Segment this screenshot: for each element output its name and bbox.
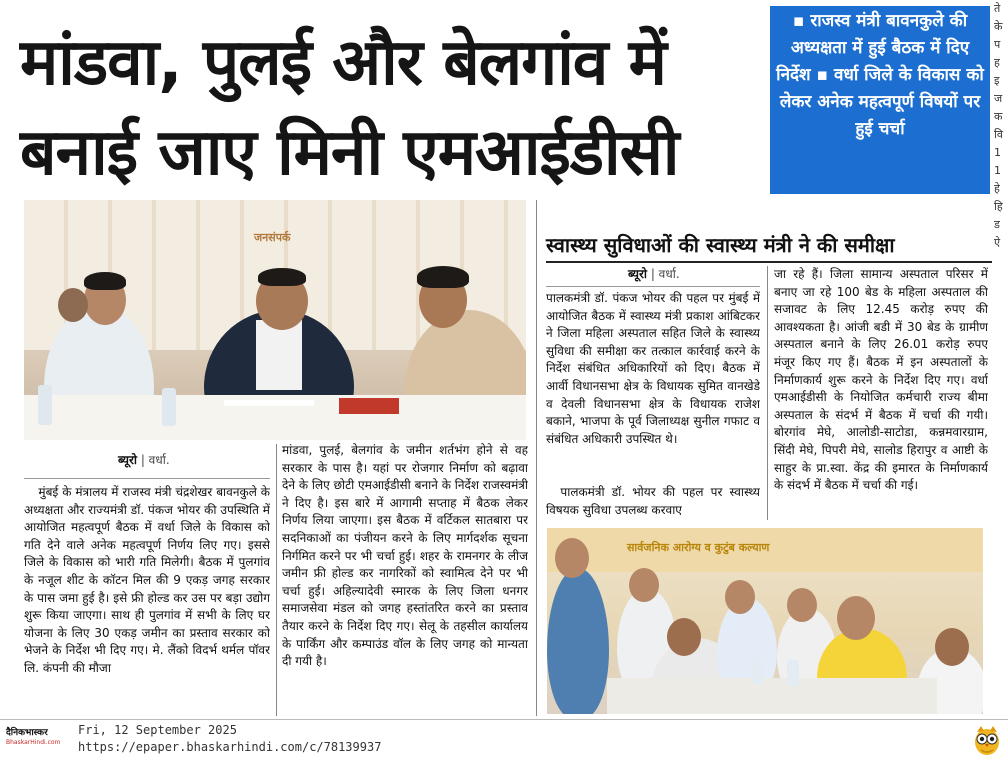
story1-paragraph-1: मुंबई के मंत्रालय में राजस्व मंत्री चंद्रशेखर बावनकुले के अध्यक्षता और राज्यमंत्री डॉ. पंकज भोयर की उपस्थिति में आयोजित महत्वपूर्ण बैठक में वर्धा जिले के विकास को गति देने वाले अनेक महत्वपूर्ण निर्णय लिए गए। इससे जिले के विकास को भारी गति मिलेगी। बैठक में पुलगांव के नजूल शीट के कॉटन मिल की 9 एकड़ जगह सरकार के पास जमा हुई है। इसे फ्री होल्ड कर उस पर बड़ा उद्योग शुरू किया जाएगा। साथ ही पुलगांव में सभी के लिए घर योजना के लिए 30 एकड़ जमीन का प्रस्ताव सरकार को भेजने के निर्देश भी दिए गए। मे. लैंको विदर्भ थर्मल पॉवर लि. कंपनी की मौजा (24, 485, 270, 675)
person-center-hair (258, 268, 306, 286)
person-5-head (787, 588, 817, 622)
headline-line-2: बनाई जाए मिनी एमआईडीसी (20, 116, 679, 190)
story2-byline: ब्यूरो | वर्धा. (628, 267, 680, 281)
banner-text: सार्वजनिक आरोग्य व कुटुंब कल्याण (627, 541, 770, 554)
story2-paragraph-1b: पालकमंत्री डॉ. भोयर की पहल पर स्वास्थ्य विषयक सुविधा उपलब्ध करवाए (546, 485, 760, 517)
meeting-photo-2 (547, 528, 983, 714)
person-back-head (58, 288, 88, 322)
story1-column-1 (24, 484, 270, 716)
story1-column-2 (282, 442, 528, 716)
headline (20, 18, 760, 198)
meeting-photo-1 (24, 200, 526, 440)
adjacent-column-edge (994, 0, 1008, 720)
story1-byline: ब्यूरो | वर्धा. (118, 453, 170, 467)
footer-url[interactable]: https://epaper.bhaskarhindi.com/c/78139937 (78, 740, 382, 754)
story2-column-1b (546, 484, 760, 524)
divider-2 (546, 286, 760, 287)
water-bottle-4 (787, 660, 799, 686)
story2-heading: स्वास्थ्य सुविधाओं की स्वास्थ्य मंत्री ने की समीक्षा (546, 233, 895, 257)
story2-column-2 (774, 266, 988, 522)
wall-sign: जनसंपर्क (254, 231, 291, 244)
byline-place: वर्धा. (148, 453, 170, 467)
person-4-head (725, 580, 755, 614)
footer-date: Fri, 12 September 2025 (78, 723, 237, 737)
logo-name: दैनिकभास्कर (6, 728, 48, 738)
owl-mascot-icon[interactable] (972, 724, 1002, 756)
water-bottle (38, 385, 52, 425)
bhaskar-logo[interactable] (6, 728, 62, 748)
highlight-box-text: ▪ राजस्व मंत्री बावनकुले की अध्यक्षता में हुई बैठक में दिए निर्देश ▪ वर्धा जिले के विकास को लेकर अनेक महत्वपूर्ण विषयों पर हुई चर्चा (776, 11, 984, 139)
story2-paragraph-2: जा रहे हैं। जिला सामान्य अस्पताल परिसर में बनाए जा रहे 100 बेड के महिला अस्पताल की सजावट के लिए 12.45 करोड़ रुपए की आवश्यकता है। आंजी बडी में 30 बेड के ग्रामीण अस्पताल बनाने के लिए 26.01 करोड़ रुपए मंजूर किए गए हैं। बैठक में इन अस्पतालों के निर्माणकार्य शुरू करने के निर्देश दिए गए। वर्धा एमआईडीसी के नियोजित कर्मचारी राज्य बीमा अस्पताल के संदर्भ में बैठक में चर्चा की गयी। बोरगांव मेघे, आलोडी-साटोडा, कन्नमवारग्राम, सिंदी मेघे, पिपरी मेघे, सालोड हिरापुर व आष्टी के साहुर के प्रा.स्वा. केंद्र की इमारत के निर्माणकार्य के संदर्भ में बैठक में चर्चा की गई। (774, 267, 988, 493)
highlight-box (770, 6, 990, 194)
person-left-hair (84, 272, 126, 290)
section-divider (536, 200, 537, 716)
byline-name-2: ब्यूरो (628, 267, 647, 281)
story1-paragraph-2: मांडवा, पुलई, बेलगांव के जमीन शर्तभंग होने से वह सरकार के पास है। यहां पर रोजगार निर्माण को बढ़ावा देने के लिए छोटी एमआईडीसी बनाने के निर्देश राजस्वमंत्री ने दिए है। इस बारे में आगामी सप्ताह में बैठक लेकर निर्णय लिया जाएगा। इस बैठक में वर्टिकल सातबारा पर सदनिकाओं का पंजीयन करने के लिए मार्गदर्शक सूचना निर्गमित करने पर भी चर्चा हुई। शहर के रामनगर के लीज जमीन फ्री होल्ड कर नागरिकों को स्वामित्व देने पर भी चर्चा हुई। अहिल्यादेवी स्मारक के लिए जिला धनगर समाजसेवा मंडल को जगह हस्तांतरित करने का प्रस्ताव तैयार करने के निर्देश दिए गए। सेलू के तहसील कार्यालय के पार्किंग और कम्पाउंड वॉल के लिए जगह को मान्यता दी गयी है। (282, 443, 528, 669)
water-bottle-2 (162, 388, 176, 426)
divider (24, 478, 270, 479)
person-center-shirt (256, 320, 302, 390)
person-right-head-2 (935, 628, 969, 666)
story2-paragraph-1: पालकमंत्री डॉ. पंकज भोयर की पहल पर मुंबई में आयोजित बैठक में स्वास्थ्य मंत्री प्रकाश आंबिटकर ने जिला महिला अस्पताल सहित जिले के स्वास्थ्य सुविधा की समीक्षा कर तत्काल कार्रवाई करने के निर्देश संबंधित अधिकारियों को दिए। बैठक में आर्वी विधानसभा क्षेत्र के विधायक सुमित वानखेडे व देवली विधानसभा क्षेत्र के विधायक राजेश बकाने, भाजपा के पूर्व जिलाध्यक्ष सुनील गफाट व संबंधित अधिकारी उपस्थित थे। (546, 291, 760, 446)
person-yellow-head (837, 596, 875, 640)
byline-place-2: वर्धा. (658, 267, 680, 281)
person-standing-left (547, 568, 609, 714)
logo-subtitle: BhaskarHindi.com (6, 739, 61, 746)
person-3-head (667, 618, 701, 656)
meeting-table-2 (607, 678, 937, 714)
footer-rule (0, 719, 1008, 720)
headline-line-1: मांडवा, पुलई और बेलगांव में (20, 26, 666, 100)
adjacent-column-text: ते के प ह इ ज क वि 1 1 हे हि ड ऐ (994, 2, 1003, 249)
person-standing-head (555, 538, 589, 578)
water-bottle-3 (752, 658, 764, 684)
person-2-head (629, 568, 659, 602)
story2-column-1 (546, 290, 760, 482)
byline-name: ब्यूरो (118, 453, 137, 467)
column-divider-2 (767, 266, 768, 520)
column-divider (276, 444, 277, 716)
heading-rule (546, 261, 992, 263)
red-box-on-table (339, 398, 399, 414)
papers (224, 400, 314, 406)
person-right-hair (417, 266, 469, 288)
